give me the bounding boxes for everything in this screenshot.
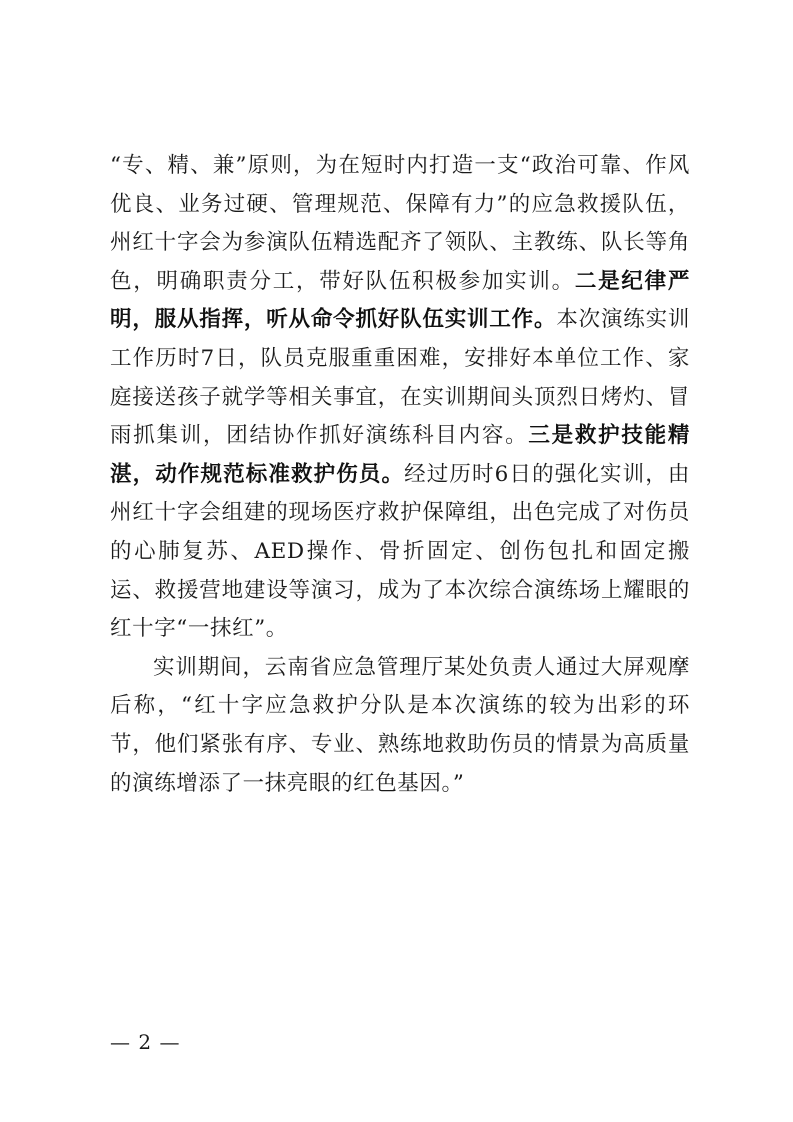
bold-heading-discipline: 二是纪律严明，服从指挥，听从命令抓好队伍实训工作。 [110,268,690,333]
text-segment: 经过历时6日的强化实训，由州红十字会组建的现场医疗救护保障组，出色完成了对伤员的心肺复苏、AED操作、骨折固定、创伤包扎和固定搬运、救援营地建设等演习，成为了本次综合演练场上耀眼的红十字“一抹红”。 [110,461,690,642]
body-text [110,147,690,803]
text-segment: 本次演练实训工作历时7日，队员克服重重困难，安排好本单位工作、家庭接送孩子就学等相关事宜，在实训期间头顶烈日烤灼、冒雨抓集训，团结协作抓好演练科目内容。 [110,307,690,449]
page-number: — 2 — [110,1030,181,1054]
paragraph-1 [110,147,690,649]
text-segment: “专、精、兼”原则，为在短时内打造一支“政治可靠、作风优良、业务过硬、管理规范、保障有力”的应急救援队伍，州红十字会为参演队伍精选配齐了领队、主教练、队长等角色，明确职责分工，带好队伍积极参加实训。 [110,153,690,294]
bold-heading-rescue-skills: 三是救护技能精湛，动作规范标准救护伤员。 [110,423,690,487]
paragraph-2: 实训期间，云南省应急管理厅某处负责人通过大屏观摩后称，“红十字应急救护分队是本次演练的较为出彩的环节，他们紧张有序、专业、熟练地救助伤员的情景为高质量的演练增添了一抹亮眼的红色基因。” [110,654,690,796]
